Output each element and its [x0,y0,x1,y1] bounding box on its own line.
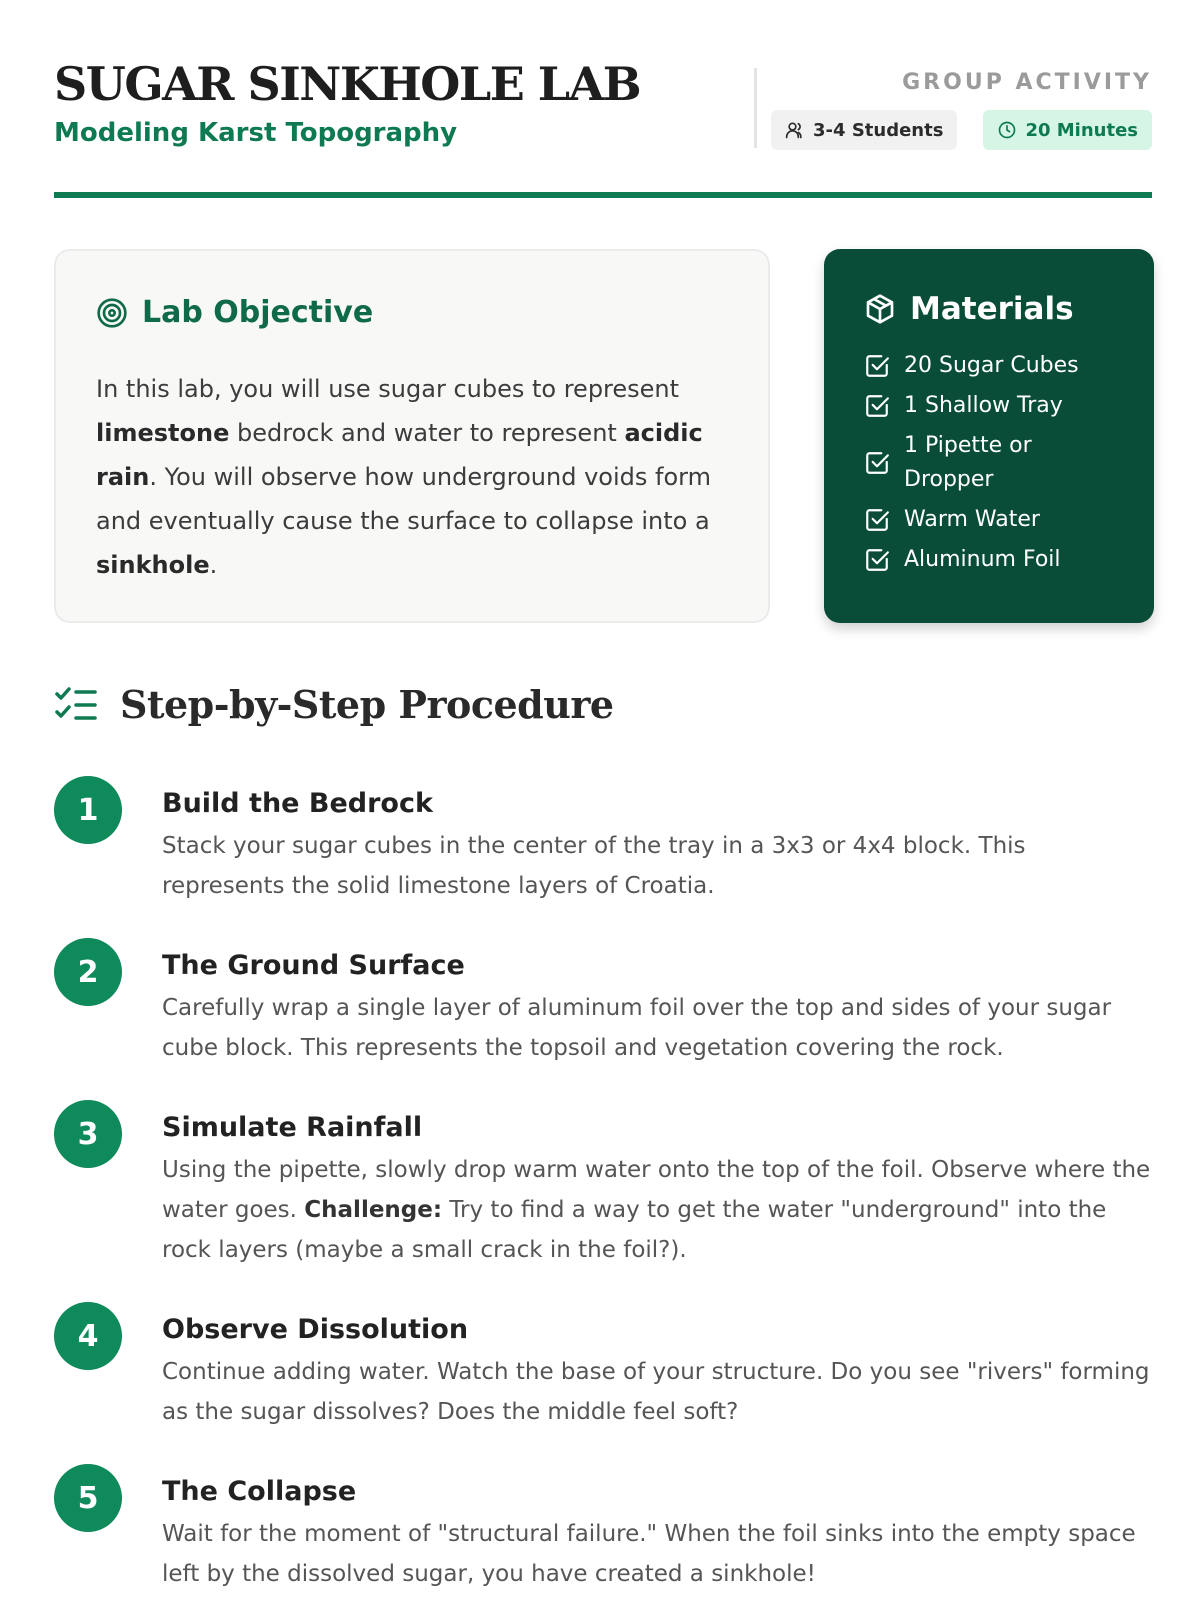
materials-item-label: 20 Sugar Cubes [904,353,1079,378]
objective-term-limestone: limestone [96,419,230,447]
step-text: Stack your sugar cubes in the center of the tray in a 3x3 or 4x4 block. This represents the solid limestone layers of Croatia. [162,833,1026,899]
package-icon [864,293,896,325]
step-text: Wait for the moment of "structural failure." When the foil sinks into the empty space left by the dissolved sugar, you have created a sinkhole! [162,1521,1136,1587]
checklist-icon [54,685,98,725]
checkbox-checked-icon [864,507,890,533]
activity-tags [771,110,1152,150]
materials-item [864,389,1114,423]
step-number-badge: 4 [54,1302,122,1370]
step-title: Observe Dissolution [162,1314,469,1345]
target-icon [96,297,128,329]
materials-heading [864,289,1114,329]
step-text-part: Using the pipette, slowly drop warm water onto the top of the foil. Observe where the water goes. [162,1157,1151,1223]
duration-badge [983,110,1152,150]
lab-objective-title: Lab Objective [142,295,374,330]
materials-item [864,543,1114,577]
checkbox-checked-icon [864,547,890,573]
objective-text-part: . [209,551,218,579]
lab-objective-card [54,249,770,623]
students-badge-label: 3-4 Students [813,119,944,141]
step-title: The Collapse [162,1476,357,1507]
materials-item-label: 1 Pipette or Dropper [904,433,1032,492]
activity-type-label: GROUP ACTIVITY [902,70,1152,95]
step-text: Continue adding water. Watch the base of your structure. Do you see "rivers" forming as the sugar dissolves? Does the middle feel soft? [162,1359,1150,1425]
materials-item-label: 1 Shallow Tray [904,393,1063,418]
step-number-badge: 1 [54,776,122,844]
students-badge [771,110,957,150]
objective-term-acidic-rain: acidic rain [96,419,703,491]
procedure-title: Step-by-Step Procedure [120,682,614,727]
step-text-part: Try to find a way to get the water "underground" into the rock layers (maybe a small crack in the foil?). [162,1197,1107,1263]
activity-meta [771,70,1152,150]
step-number-badge: 3 [54,1100,122,1168]
objective-text-part: bedrock and water to represent [229,419,625,447]
materials-list [864,349,1114,577]
step-body [162,784,1154,906]
lab-objective-text [96,367,728,587]
header-divider [754,68,757,148]
users-icon [785,120,805,140]
duration-badge-label: 20 Minutes [1025,119,1138,141]
materials-title: Materials [910,291,1074,327]
materials-item [864,503,1114,537]
step-body [162,1472,1154,1594]
step-text: Carefully wrap a single layer of aluminum foil over the top and sides of your sugar cube block. This represents the topsoil and vegetation covering the rock. [162,995,1112,1061]
procedure-heading [54,680,614,730]
objective-text-part: . You will observe how underground voids form and eventually cause the surface to collapse into a [96,463,711,535]
materials-item [864,429,1114,497]
step-number-badge: 2 [54,938,122,1006]
page-subtitle: Modeling Karst Topography [54,118,458,148]
step-body [162,1310,1154,1432]
objective-text-part: In this lab, you will use sugar cubes to represent [96,375,680,403]
lab-objective-heading [96,293,728,333]
step-number-badge: 5 [54,1464,122,1532]
step-title: Simulate Rainfall [162,1112,423,1143]
step-title: The Ground Surface [162,950,465,981]
materials-item [864,349,1114,383]
page-header [54,56,1152,198]
step-body [162,946,1154,1068]
materials-item-label: Aluminum Foil [904,547,1061,572]
step-challenge-label: Challenge: [304,1197,443,1223]
checkbox-checked-icon [864,393,890,419]
materials-item-label: Warm Water [904,507,1040,532]
checkbox-checked-icon [864,450,890,476]
step-title: Build the Bedrock [162,788,433,819]
page-title: SUGAR SINKHOLE LAB [54,57,641,111]
step-body [162,1108,1154,1270]
objective-term-sinkhole: sinkhole [96,551,210,579]
clock-icon [997,120,1017,140]
checkbox-checked-icon [864,353,890,379]
step-text [162,1150,1154,1270]
materials-card [824,249,1154,623]
